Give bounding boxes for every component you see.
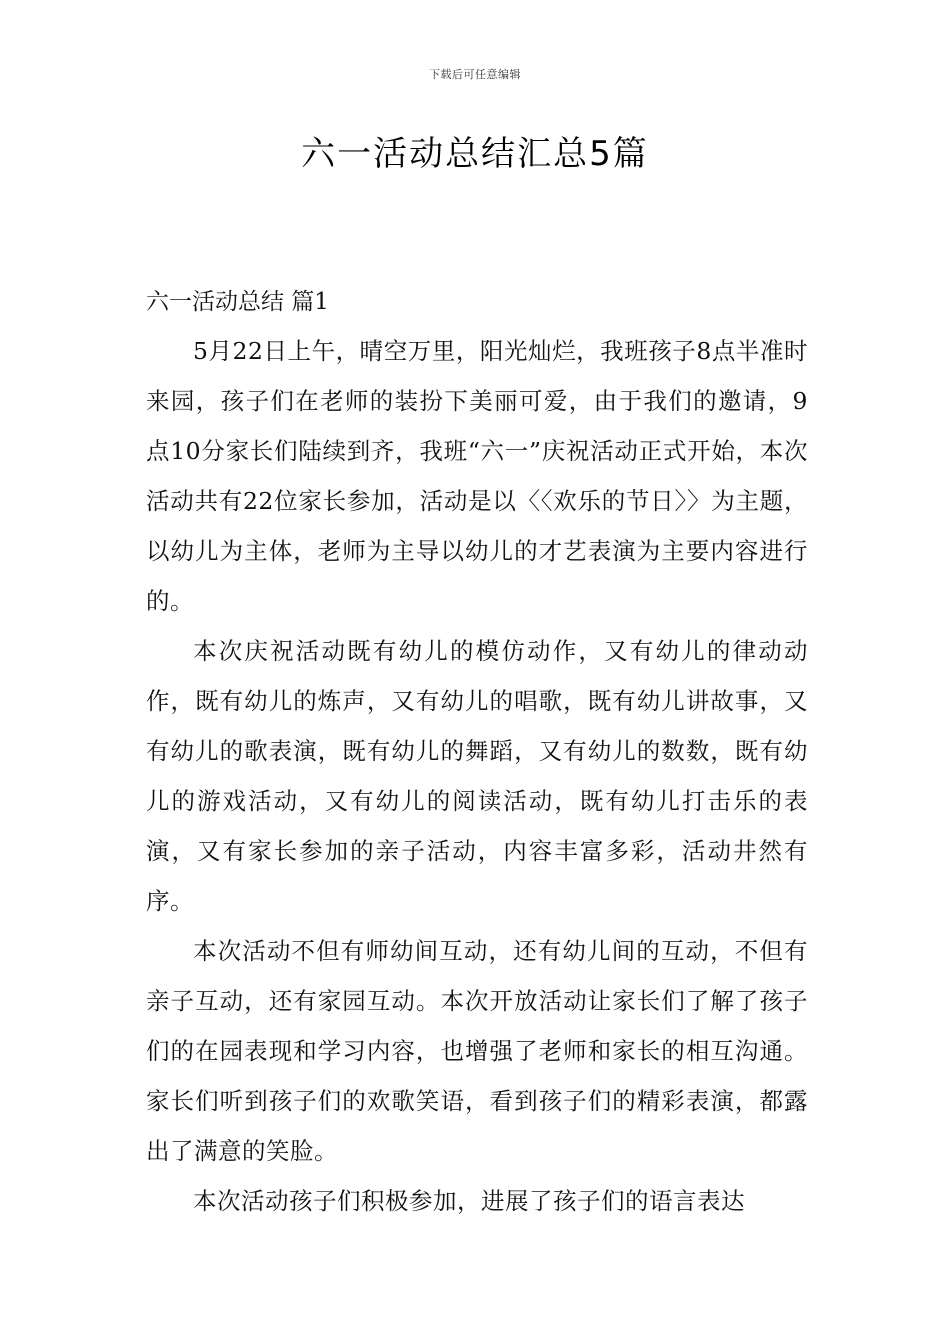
section-body xyxy=(146,326,808,1226)
header-note: 下载后可任意编辑 xyxy=(429,68,521,81)
section-heading: 六一活动总结 篇1 xyxy=(146,289,329,315)
paragraph: 本次庆祝活动既有幼儿的模仿动作，又有幼儿的律动动作，既有幼儿的炼声，又有幼儿的唱歌，既有幼儿讲故事，又有幼儿的歌表演，既有幼儿的舞蹈，又有幼儿的数数，既有幼儿的游戏活动，又有幼儿的阅读活动，既有幼儿打击乐的表演，又有家长参加的亲子活动，内容丰富多彩，活动井然有序。 xyxy=(146,637,808,915)
paragraph: 本次活动不但有师幼间互动，还有幼儿间的互动，不但有亲子互动，还有家园互动。本次开放活动让家长们了解了孩子们的在园表现和学习内容，也增强了老师和家长的相互沟通。家长们听到孩子们的欢歌笑语，看到孩子们的精彩表演，都露出了满意的笑脸。 xyxy=(146,937,808,1165)
document-title: 六一活动总结汇总5篇 xyxy=(301,134,649,174)
paragraph: 本次活动孩子们积极参加，进展了孩子们的语言表达 xyxy=(193,1187,745,1215)
paragraph: 5月22日上午，晴空万里，阳光灿烂，我班孩子8点半准时来园，孩子们在老师的装扮下美丽可爱，由于我们的邀请，9点10分家长们陆续到齐，我班“六一”庆祝活动正式开始，本次活动共有22位家长参加，活动是以〈〈欢乐的节日〉〉为主题，以幼儿为主体，老师为主导以幼儿的才艺表演为主要内容进行的。 xyxy=(146,337,808,615)
